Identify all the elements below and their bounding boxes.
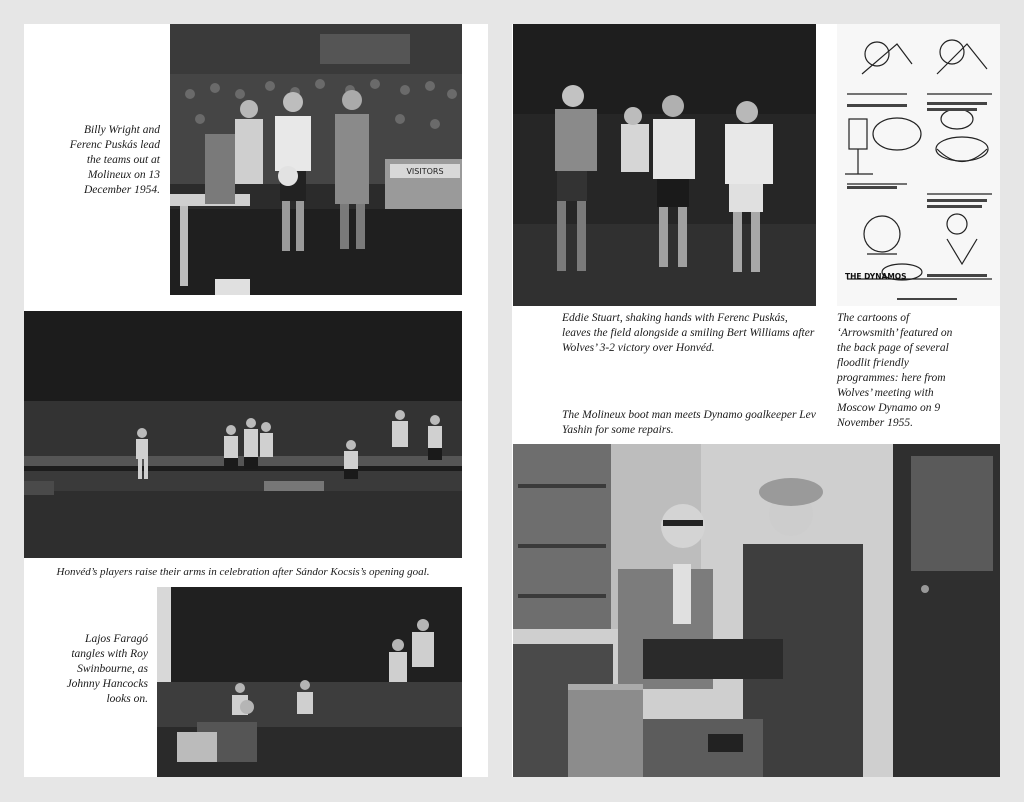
caption-cartoons: The cartoons of ‘Arrowsmith’ featured on the back page of several floodlit friendly programmes: here from Wolves’ meeting with Moscow Dynamo on 9 November 1955. <box>837 312 953 429</box>
caption-bootman: The Molineux boot man meets Dynamo goalkeeper Lev Yashin for some repairs. <box>562 409 816 436</box>
photo-bootman-yashin <box>513 444 1000 777</box>
visitors-sign: VISITORS <box>406 167 444 176</box>
caption-wright-puskas: Billy Wright and Ferenc Puskás lead the teams out at Molineux on 13 December 1954. <box>69 124 160 196</box>
caption-honved-celebration: Honvéd’s players raise their arms in celebration after Sándor Kocsis’s opening goal. <box>56 566 430 578</box>
cartoon-footer-text: THE DYNAMOS <box>845 272 907 281</box>
photo-farago-tangle <box>157 587 462 777</box>
photo-stuart-puskas <box>513 24 816 306</box>
photo-honved-celebration <box>24 311 462 558</box>
arrowsmith-cartoon <box>837 24 1000 306</box>
caption-farago: Lajos Faragó tangles with Roy Swinbourne, as Johnny Hancocks looks on. <box>66 633 148 705</box>
photo-teams-walkout <box>170 24 462 295</box>
caption-stuart: Eddie Stuart, shaking hands with Ferenc Puskás, leaves the field alongside a smiling Bert Williams after Wolves’ 3-2 victory over Honvéd. <box>562 312 815 354</box>
